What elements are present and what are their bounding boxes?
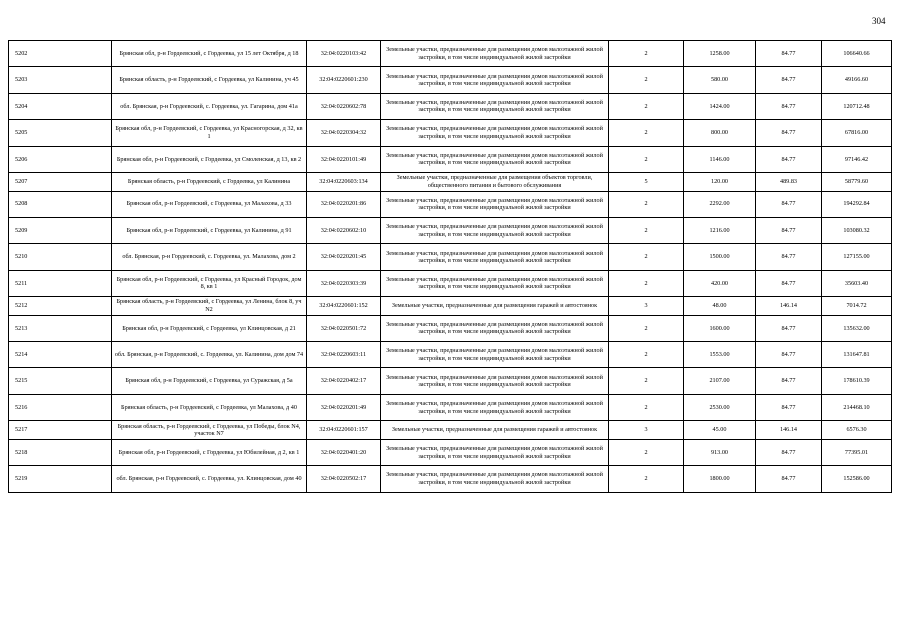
cadastral-number-cell: 32:04:0220601:152 bbox=[307, 297, 381, 316]
table-row bbox=[9, 191, 892, 217]
row-number: 5209 bbox=[9, 217, 112, 243]
rate-cell: 84.77 bbox=[756, 41, 822, 67]
land-use-cell: Земельные участки, предназначенные для размещения домов малоэтажной жилой застройки, в том числе индивидуальной жилой застройки bbox=[381, 191, 609, 217]
area-cell: 1216.00 bbox=[684, 217, 756, 243]
cadastral-value-cell: 194292.84 bbox=[822, 191, 892, 217]
address-cell: Брянская обл, р-н Гордеевский, с Гордеевка, ул 15 лет Октября, д 18 bbox=[112, 41, 307, 67]
group-cell: 2 bbox=[609, 120, 684, 146]
row-number: 5217 bbox=[9, 421, 112, 440]
row-number: 5212 bbox=[9, 297, 112, 316]
address-cell: обл. Брянская, р-н Гордеевский, с. Гордеевка, ул. Гагарина, дом 41а bbox=[112, 93, 307, 119]
rate-cell: 146.14 bbox=[756, 297, 822, 316]
table-row bbox=[9, 93, 892, 119]
table-row bbox=[9, 368, 892, 394]
cadastral-number-cell: 32:04:0220103:42 bbox=[307, 41, 381, 67]
address-cell: Брянская обл, р-н Гордеевский, с Гордеевка, ул Смоленская, д 13, кв 2 bbox=[112, 146, 307, 172]
area-cell: 2107.00 bbox=[684, 368, 756, 394]
cadastral-value-cell: 35603.40 bbox=[822, 270, 892, 296]
address-cell: Брянская обл, р-н Гордеевский, с Гордеевка, ул Суражская, д 5а bbox=[112, 368, 307, 394]
land-use-cell: Земельные участки, предназначенные для размещения домов малоэтажной жилой застройки, в том числе индивидуальной жилой застройки bbox=[381, 93, 609, 119]
cadastral-number-cell: 32:04:0220201:45 bbox=[307, 244, 381, 270]
rate-cell: 84.77 bbox=[756, 270, 822, 296]
cadastral-value-cell: 6576.30 bbox=[822, 421, 892, 440]
address-cell: обл. Брянская, р-н Гордеевский, с. Гордеевка, ул. Клинцовская, дом 40 bbox=[112, 466, 307, 492]
row-number: 5219 bbox=[9, 466, 112, 492]
area-cell: 913.00 bbox=[684, 439, 756, 465]
group-cell: 2 bbox=[609, 41, 684, 67]
land-use-cell: Земельные участки, предназначенные для размещения гаражей и автостоянок bbox=[381, 297, 609, 316]
rate-cell: 84.77 bbox=[756, 244, 822, 270]
rate-cell: 84.77 bbox=[756, 315, 822, 341]
cadastral-value-cell: 127155.00 bbox=[822, 244, 892, 270]
row-number: 5214 bbox=[9, 342, 112, 368]
address-cell: Брянская обл, р-н Гордеевский, с Гордеевка, ул Красногорская, д 32, кв 1 bbox=[112, 120, 307, 146]
land-use-cell: Земельные участки, предназначенные для размещения домов малоэтажной жилой застройки, в том числе индивидуальной жилой застройки bbox=[381, 217, 609, 243]
area-cell: 420.00 bbox=[684, 270, 756, 296]
cadastral-number-cell: 32:04:0220601:230 bbox=[307, 67, 381, 93]
cadastral-value-cell: 131647.81 bbox=[822, 342, 892, 368]
rate-cell: 84.77 bbox=[756, 67, 822, 93]
group-cell: 2 bbox=[609, 67, 684, 93]
table-row bbox=[9, 41, 892, 67]
row-number: 5206 bbox=[9, 146, 112, 172]
land-use-cell: Земельные участки, предназначенные для размещения домов малоэтажной жилой застройки, в том числе индивидуальной жилой застройки bbox=[381, 120, 609, 146]
rate-cell: 84.77 bbox=[756, 93, 822, 119]
address-cell: Брянская область, р-н Гордеевский, с Гордеевка, ул Ленина, блок 8, уч N2 bbox=[112, 297, 307, 316]
cadastral-number-cell: 32:04:0220101:49 bbox=[307, 146, 381, 172]
cadastral-number-cell: 32:04:0220402:17 bbox=[307, 368, 381, 394]
land-use-cell: Земельные участки, предназначенные для размещения домов малоэтажной жилой застройки, в том числе индивидуальной жилой застройки bbox=[381, 368, 609, 394]
rate-cell: 84.77 bbox=[756, 217, 822, 243]
row-number: 5211 bbox=[9, 270, 112, 296]
group-cell: 2 bbox=[609, 217, 684, 243]
group-cell: 2 bbox=[609, 146, 684, 172]
area-cell: 1800.00 bbox=[684, 466, 756, 492]
land-use-cell: Земельные участки, предназначенные для размещения домов малоэтажной жилой застройки, в том числе индивидуальной жилой застройки bbox=[381, 67, 609, 93]
cadastral-value-cell: 214468.10 bbox=[822, 394, 892, 420]
land-use-cell: Земельные участки, предназначенные для размещения домов малоэтажной жилой застройки, в том числе индивидуальной жилой застройки bbox=[381, 41, 609, 67]
rate-cell: 146.14 bbox=[756, 421, 822, 440]
cadastral-value-table bbox=[8, 40, 892, 493]
cadastral-value-cell: 103080.32 bbox=[822, 217, 892, 243]
cadastral-number-cell: 32:04:0220603:134 bbox=[307, 172, 381, 191]
address-cell: Брянская область, р-н Гордеевский, с Гордеевка, ул Калинина bbox=[112, 172, 307, 191]
group-cell: 5 bbox=[609, 172, 684, 191]
row-number: 5203 bbox=[9, 67, 112, 93]
cadastral-number-cell: 32:04:0220502:17 bbox=[307, 466, 381, 492]
group-cell: 2 bbox=[609, 315, 684, 341]
table-row bbox=[9, 120, 892, 146]
row-number: 5210 bbox=[9, 244, 112, 270]
area-cell: 48.00 bbox=[684, 297, 756, 316]
address-cell: Брянская обл, р-н Гордеевский, с Гордеевка, ул Красный Городок, дом 8, кв 1 bbox=[112, 270, 307, 296]
cadastral-value-cell: 97146.42 bbox=[822, 146, 892, 172]
table-row bbox=[9, 244, 892, 270]
cadastral-value-cell: 135632.00 bbox=[822, 315, 892, 341]
group-cell: 2 bbox=[609, 342, 684, 368]
rate-cell: 84.77 bbox=[756, 466, 822, 492]
cadastral-value-cell: 152586.00 bbox=[822, 466, 892, 492]
address-cell: Брянская область, р-н Гордеевский, с Гордеевка, ул Калинина, уч 45 bbox=[112, 67, 307, 93]
table-row bbox=[9, 421, 892, 440]
table-row bbox=[9, 270, 892, 296]
table-row bbox=[9, 394, 892, 420]
table-body bbox=[9, 41, 892, 493]
cadastral-number-cell: 32:04:0220601:157 bbox=[307, 421, 381, 440]
table-row bbox=[9, 172, 892, 191]
area-cell: 1258.00 bbox=[684, 41, 756, 67]
cadastral-value-cell: 120712.48 bbox=[822, 93, 892, 119]
land-use-cell: Земельные участки, предназначенные для размещения домов малоэтажной жилой застройки, в том числе индивидуальной жилой застройки bbox=[381, 146, 609, 172]
row-number: 5202 bbox=[9, 41, 112, 67]
address-cell: Брянская обл, р-н Гордеевский, с Гордеевка, ул Калинина, д 91 bbox=[112, 217, 307, 243]
land-use-cell: Земельные участки, предназначенные для размещения домов малоэтажной жилой застройки, в том числе индивидуальной жилой застройки bbox=[381, 394, 609, 420]
table-row bbox=[9, 342, 892, 368]
address-cell: Брянская обл, р-н Гордеевский, с Гордеевка, ул Клинцовская, д 21 bbox=[112, 315, 307, 341]
cadastral-value-cell: 77395.01 bbox=[822, 439, 892, 465]
area-cell: 45.00 bbox=[684, 421, 756, 440]
address-cell: Брянская область, р-н Гордеевский, с Гордеевка, ул Малахова, д 40 bbox=[112, 394, 307, 420]
address-cell: Брянская обл, р-н Гордеевский, с Гордеевка, ул Малахова, д 33 bbox=[112, 191, 307, 217]
land-use-cell: Земельные участки, предназначенные для размещения домов малоэтажной жилой застройки, в том числе индивидуальной жилой застройки bbox=[381, 466, 609, 492]
address-cell: обл. Брянская, р-н Гордеевский, с. Гордеевка, ул. Малахова, дом 2 bbox=[112, 244, 307, 270]
group-cell: 3 bbox=[609, 421, 684, 440]
rate-cell: 84.77 bbox=[756, 368, 822, 394]
area-cell: 2292.00 bbox=[684, 191, 756, 217]
area-cell: 1600.00 bbox=[684, 315, 756, 341]
cadastral-number-cell: 32:04:0220401:20 bbox=[307, 439, 381, 465]
area-cell: 580.00 bbox=[684, 67, 756, 93]
area-cell: 120.00 bbox=[684, 172, 756, 191]
group-cell: 2 bbox=[609, 270, 684, 296]
cadastral-number-cell: 32:04:0220603:11 bbox=[307, 342, 381, 368]
group-cell: 2 bbox=[609, 466, 684, 492]
group-cell: 2 bbox=[609, 191, 684, 217]
group-cell: 2 bbox=[609, 93, 684, 119]
group-cell: 2 bbox=[609, 439, 684, 465]
rate-cell: 84.77 bbox=[756, 394, 822, 420]
group-cell: 3 bbox=[609, 297, 684, 316]
cadastral-number-cell: 32:04:0220602:10 bbox=[307, 217, 381, 243]
rate-cell: 84.77 bbox=[756, 439, 822, 465]
table-row bbox=[9, 297, 892, 316]
cadastral-value-cell: 106640.66 bbox=[822, 41, 892, 67]
row-number: 5207 bbox=[9, 172, 112, 191]
land-use-cell: Земельные участки, предназначенные для размещения домов малоэтажной жилой застройки, в том числе индивидуальной жилой застройки bbox=[381, 439, 609, 465]
land-use-cell: Земельные участки, предназначенные для размещения домов малоэтажной жилой застройки, в том числе индивидуальной жилой застройки bbox=[381, 342, 609, 368]
area-cell: 2530.00 bbox=[684, 394, 756, 420]
table-row bbox=[9, 439, 892, 465]
table-row bbox=[9, 67, 892, 93]
land-use-cell: Земельные участки, предназначенные для размещения домов малоэтажной жилой застройки, в том числе индивидуальной жилой застройки bbox=[381, 244, 609, 270]
page-number: 304 bbox=[872, 16, 886, 26]
row-number: 5208 bbox=[9, 191, 112, 217]
area-cell: 1553.00 bbox=[684, 342, 756, 368]
table-row bbox=[9, 315, 892, 341]
row-number: 5218 bbox=[9, 439, 112, 465]
cadastral-number-cell: 32:04:0220201:86 bbox=[307, 191, 381, 217]
area-cell: 1146.00 bbox=[684, 146, 756, 172]
cadastral-value-cell: 58779.60 bbox=[822, 172, 892, 191]
area-cell: 1500.00 bbox=[684, 244, 756, 270]
table-row bbox=[9, 217, 892, 243]
address-cell: обл. Брянская, р-н Гордеевский, с. Гордеевка, ул. Калинина, дом дом 74 bbox=[112, 342, 307, 368]
rate-cell: 489.83 bbox=[756, 172, 822, 191]
rate-cell: 84.77 bbox=[756, 191, 822, 217]
cadastral-number-cell: 32:04:0220303:39 bbox=[307, 270, 381, 296]
area-cell: 800.00 bbox=[684, 120, 756, 146]
cadastral-number-cell: 32:04:0220201:49 bbox=[307, 394, 381, 420]
cadastral-value-cell: 7014.72 bbox=[822, 297, 892, 316]
area-cell: 1424.00 bbox=[684, 93, 756, 119]
row-number: 5216 bbox=[9, 394, 112, 420]
rate-cell: 84.77 bbox=[756, 120, 822, 146]
land-use-cell: Земельные участки, предназначенные для размещения домов малоэтажной жилой застройки, в том числе индивидуальной жилой застройки bbox=[381, 270, 609, 296]
rate-cell: 84.77 bbox=[756, 342, 822, 368]
cadastral-number-cell: 32:04:0220602:78 bbox=[307, 93, 381, 119]
land-use-cell: Земельные участки, предназначенные для размещения объектов торговли, общественного питания и бытового обслуживания bbox=[381, 172, 609, 191]
land-use-cell: Земельные участки, предназначенные для размещения домов малоэтажной жилой застройки, в том числе индивидуальной жилой застройки bbox=[381, 315, 609, 341]
cadastral-value-cell: 67816.00 bbox=[822, 120, 892, 146]
cadastral-number-cell: 32:04:0220304:32 bbox=[307, 120, 381, 146]
cadastral-number-cell: 32:04:0220501:72 bbox=[307, 315, 381, 341]
row-number: 5204 bbox=[9, 93, 112, 119]
group-cell: 2 bbox=[609, 394, 684, 420]
rate-cell: 84.77 bbox=[756, 146, 822, 172]
cadastral-value-cell: 49166.60 bbox=[822, 67, 892, 93]
address-cell: Брянская обл, р-н Гордеевский, с Гордеевка, ул Юбилейная, д 2, кв 1 bbox=[112, 439, 307, 465]
row-number: 5205 bbox=[9, 120, 112, 146]
row-number: 5213 bbox=[9, 315, 112, 341]
land-use-cell: Земельные участки, предназначенные для размещения гаражей и автостоянок bbox=[381, 421, 609, 440]
address-cell: Брянская область, р-н Гордеевский, с Гордеевка, ул Победы, блок N4, участок N7 bbox=[112, 421, 307, 440]
table-row bbox=[9, 466, 892, 492]
row-number: 5215 bbox=[9, 368, 112, 394]
table-row bbox=[9, 146, 892, 172]
cadastral-value-cell: 178610.39 bbox=[822, 368, 892, 394]
group-cell: 2 bbox=[609, 368, 684, 394]
group-cell: 2 bbox=[609, 244, 684, 270]
